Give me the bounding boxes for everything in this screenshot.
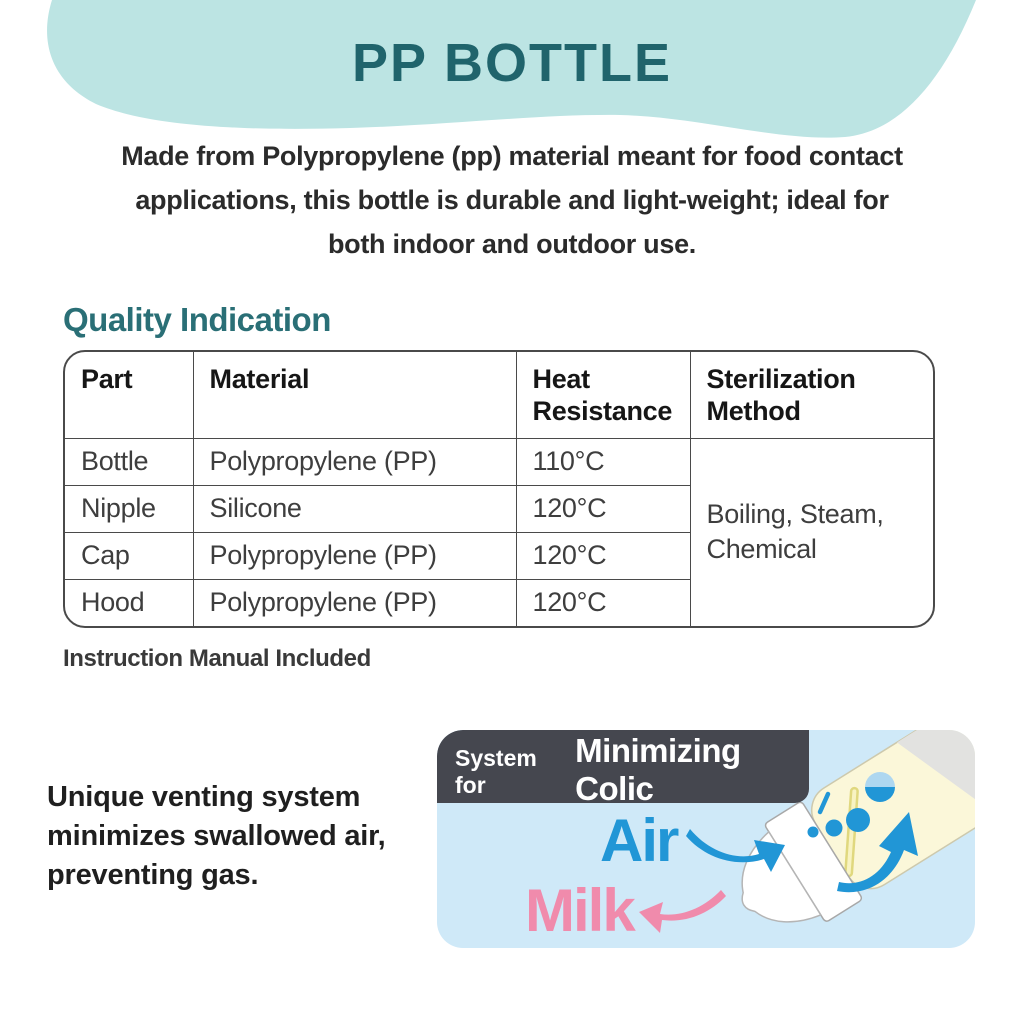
cell-material: Polypropylene (PP) bbox=[193, 579, 516, 626]
cell-part: Bottle bbox=[65, 438, 193, 485]
quality-table-grid bbox=[65, 352, 933, 626]
cell-heat: 120°C bbox=[516, 532, 690, 579]
cell-material: Polypropylene (PP) bbox=[193, 438, 516, 485]
cell-heat: 110°C bbox=[516, 438, 690, 485]
column-header-material: Material bbox=[193, 352, 516, 438]
column-header-heat-resistance: Heat Resistance bbox=[516, 352, 690, 438]
cell-part: Nipple bbox=[65, 485, 193, 532]
page-title: PP BOTTLE bbox=[351, 33, 673, 93]
air-label: Air bbox=[600, 807, 678, 874]
colic-card bbox=[437, 730, 975, 948]
intro-line: Made from Polypropylene (pp) material meant for food contact bbox=[121, 141, 903, 171]
instruction-manual-note: Instruction Manual Included bbox=[63, 645, 371, 672]
quality-table bbox=[63, 350, 935, 628]
intro-paragraph bbox=[0, 134, 1024, 266]
milk-arrow-icon bbox=[639, 890, 726, 933]
banner-prefix: System for bbox=[455, 744, 537, 798]
cell-heat: 120°C bbox=[516, 485, 690, 532]
venting-line: preventing gas. bbox=[47, 859, 259, 891]
colic-banner bbox=[437, 730, 809, 807]
venting-line: Unique venting system bbox=[47, 781, 361, 813]
cell-heat: 120°C bbox=[516, 579, 690, 626]
venting-line: minimizes swallowed air, bbox=[47, 820, 386, 852]
table-row bbox=[65, 438, 933, 485]
cell-part: Cap bbox=[65, 532, 193, 579]
cell-sterilization-method: Boiling, Steam, Chemical bbox=[690, 438, 933, 626]
banner-main: Minimizing Colic bbox=[575, 731, 741, 807]
cell-material: Silicone bbox=[193, 485, 516, 532]
column-header-sterilization-method: Sterilization Method bbox=[690, 352, 933, 438]
table-header-row bbox=[65, 352, 933, 438]
intro-line: applications, this bottle is durable and light-weight; ideal for bbox=[135, 185, 889, 215]
cell-material: Polypropylene (PP) bbox=[193, 532, 516, 579]
quality-indication-heading: Quality Indication bbox=[63, 301, 331, 338]
cell-part: Hood bbox=[65, 579, 193, 626]
milk-label: Milk bbox=[525, 877, 634, 944]
venting-description bbox=[47, 778, 386, 895]
intro-line: both indoor and outdoor use. bbox=[327, 229, 697, 259]
column-header-part: Part bbox=[65, 352, 193, 438]
